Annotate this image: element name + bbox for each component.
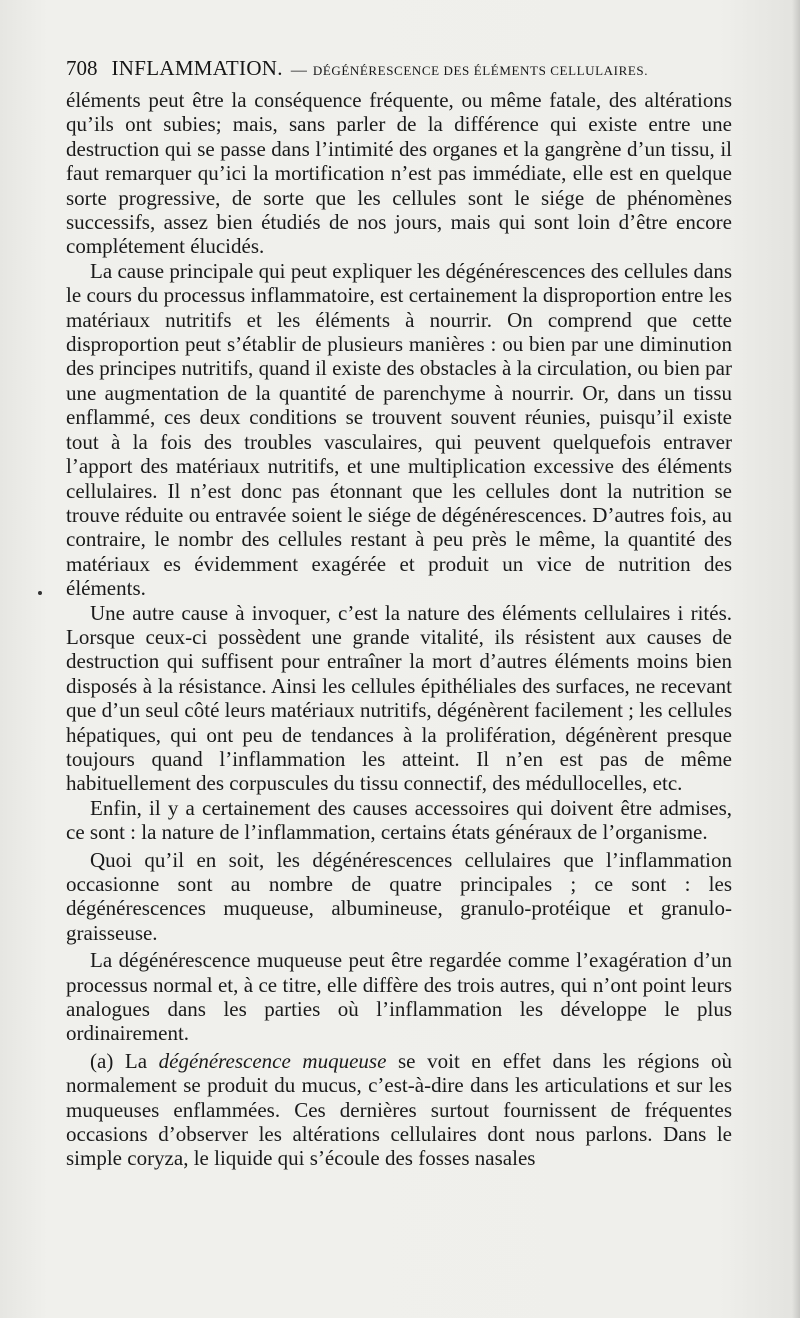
- page-edge-shadow: [792, 0, 800, 1318]
- chapter-title: INFLAMMATION.: [111, 56, 283, 80]
- item-a-text: se voit en effet dans les régions où normalement se produit du mucus, c’est-à-dire dans les articulations et sur les muqueuses enflammées. Ces dernières surtout fournissent de fréquentes occasions d’observer les altérations cellulaires dont nous parlons. Dans le simple coryza, le liquide qui s’écoule des fosses nasales: [66, 1048, 732, 1171]
- body-text: [66, 88, 732, 1171]
- header-dash: —: [290, 62, 307, 79]
- item-a-term: dégénérescence muqueuse: [158, 1048, 387, 1073]
- section-title: DÉGÉNÉRESCENCE DES ÉLÉMENTS CELLULAIRES.: [312, 63, 649, 78]
- margin-dot: [38, 591, 42, 595]
- page-number: 708: [66, 56, 98, 80]
- paragraph-item-a: [66, 1049, 732, 1171]
- paragraph-autre-cause: Une autre cause à invoquer, c’est la nature des éléments cellulaires i rités. Lorsque ceux-ci possèdent une grande vitalité, ils résistent aux causes de destruction qui suffisent pour entraîner la mort d’autres éléments moins bien disposés à la résistance. Ainsi les cellules épithéliales des surfaces, ne recevant que d’un seul côté leurs matériaux nutritifs, dégénèrent facilement ; les cellules hépatiques, qui ont peu de tendances à la prolifération, dégénèrent presque toujours quand l’inflammation les atteint. Il n’en est pas de même habituellement des corpuscules du tissu connectif, des médullocelles, etc.: [66, 600, 732, 796]
- item-a-label: (a) La: [90, 1048, 159, 1073]
- paragraph-causes-accessoires: Enfin, il y a certainement des causes accessoires qui doivent être admises, ce sont : la nature de l’inflammation, certains états généraux de l’organisme.: [66, 795, 732, 845]
- paragraph-cause-principale: La cause principale qui peut expliquer les dégénérescences des cellules dans le cours du processus inflammatoire, est certainement la disproportion entre les matériaux nutritifs et les éléments à nourrir. On comprend que cette disproportion peut s’établir de plusieurs manières : ou bien par une diminution des principes nutritifs, quand il existe des obstacles à la circulation, ou bien par une augmentation de la quantité de parenchyme à nourrir. Or, dans un tissu enflammé, ces deux conditions se trouvent souvent réunies, puisqu’il existe tout à la fois des troubles vasculaires, qui peuvent quelquefois entraver l’apport des matériaux nutritifs, et une multiplication excessive des éléments cellulaires. Il n’est donc pas étonnant que les cellules dont la nutrition se trouve réduite ou entravée soient le siége de dégénérescences. D’autres fois, au contraire, le nombr des cellules restant à peu près le même, la quantité des matériaux es évidemment exagérée et produit un vice de nutrition des éléments.: [66, 258, 732, 601]
- running-header: [66, 56, 766, 81]
- paragraph-quatre-degenerescences: Quoi qu’il en soit, les dégénérescences cellulaires que l’inflammation occasionne sont au nombre de quatre principales ; ce sont : les dégénérescences muqueuse, albumineuse, granulo-protéique et granulo-graisseuse.: [66, 847, 732, 945]
- paragraph-degenerescence-muqueuse: La dégénérescence muqueuse peut être regardée comme l’exagération d’un processus normal et, à ce titre, elle diffère des trois autres, qui n’ont point leurs analogues dans les parties où l’inflammation les développe le plus ordinairement.: [66, 948, 732, 1046]
- paragraph-continued: éléments peut être la conséquence fréquente, ou même fatale, des altérations qu’ils ont subies; mais, sans parler de la différence qui existe entre une destruction qui se passe dans l’intimité des organes et la gangrène d’un tissu, il faut remarquer qu’ici la mortification n’est pas immédiate, elle est en quelque sorte progressive, de sorte que les cellules sont le siége de phénomènes successifs, assez bien étudiés de nos jours, mais qui sont loin d’être encore complétement élucidés.: [66, 88, 732, 259]
